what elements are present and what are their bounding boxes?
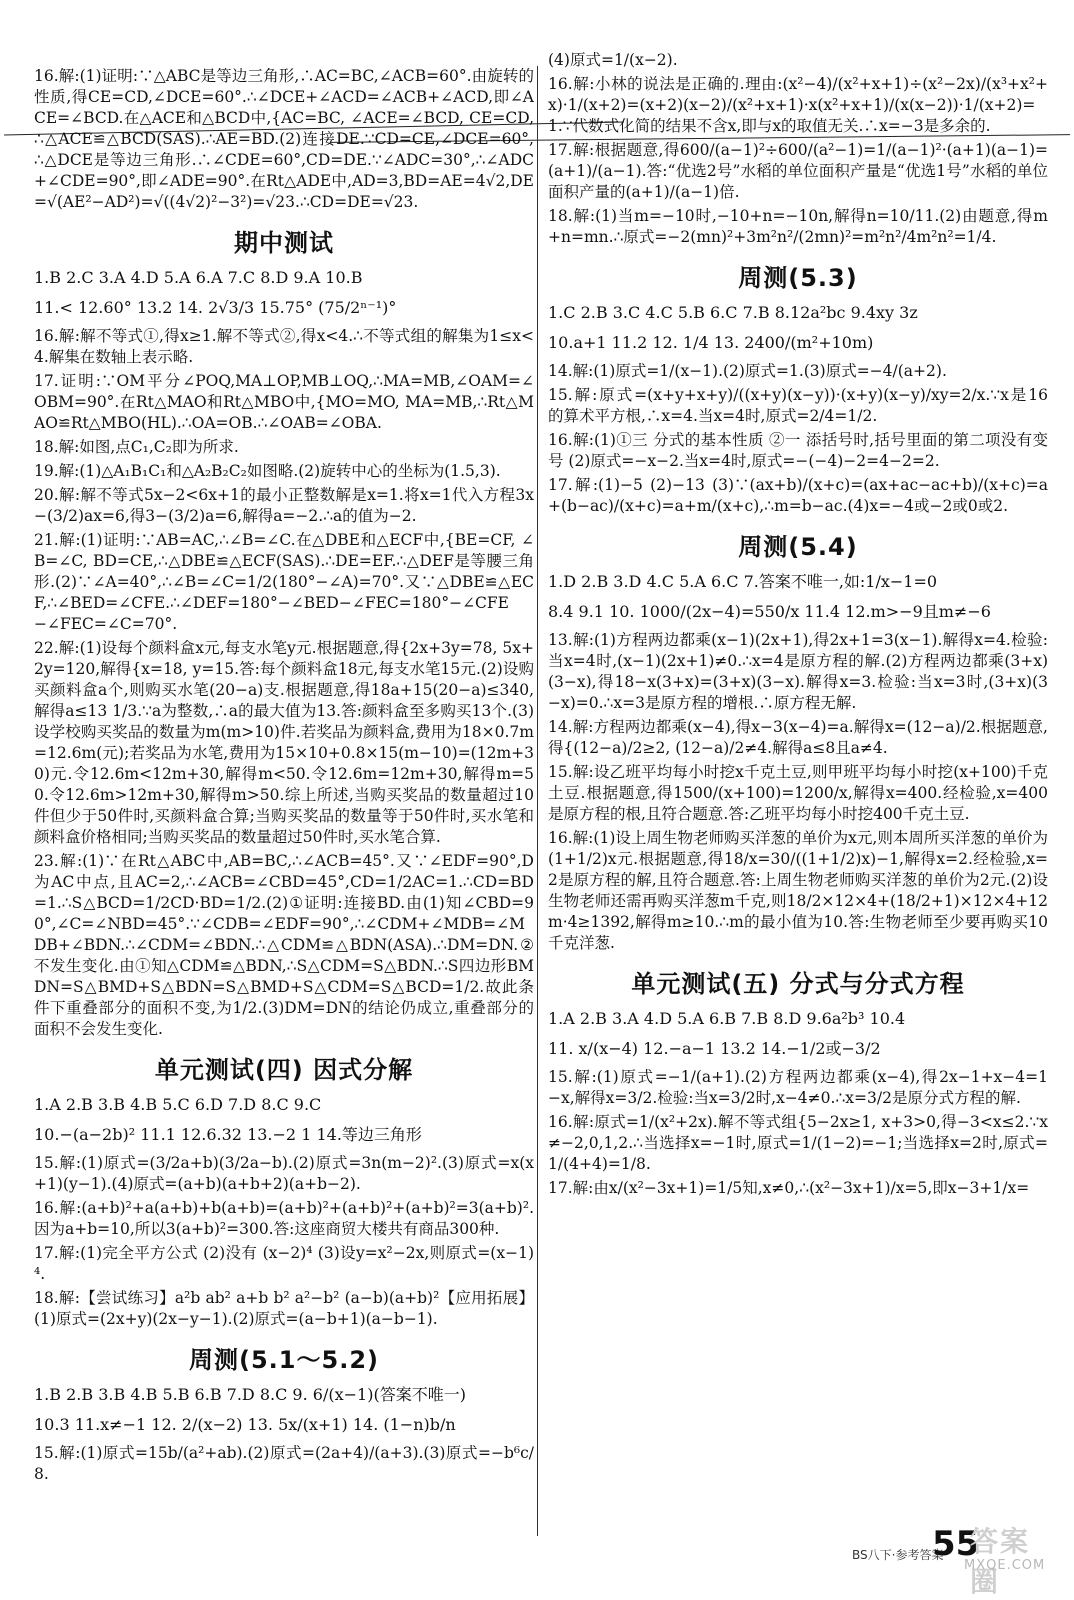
answer-13: 13.解:(1)方程两边都乘(x−1)(2x+1),得2x+1=3(x−1).解得x=4.检验:当x=4时,(x−1)(2x+1)≠0.∴x=4是原方程的解.(2)方程两边都乘(3+x)(3−x),得18−x(3+x)=(3+x)(3−x).解得x=3.检验:当x=3时,(3+x)(3−x)=0.∴x=3是原方程的增根.∴原方程无解.	[548, 631, 1048, 712]
answer-15-continued: (4)原式=1/(x−2).	[548, 51, 678, 69]
fill-answers-row: 10.−(a−2b)² 11.1 12.6.32 13.−2 1 14.等边三角形	[34, 1125, 422, 1144]
watermark-logo: 答案圈	[970, 1525, 1031, 1598]
section-heading-midterm: 期中测试	[234, 229, 334, 257]
fill-answers-row: 10.3 11.x≠−1 12. 2/(x−2) 13. 5x/(x+1) 14. (1−n)b/n	[34, 1415, 456, 1434]
left-column	[34, 66, 534, 1530]
answer-14: 14.解:(1)原式=1/(x−1).(2)原式=1.(3)原式=−4/(a+2).	[548, 362, 947, 380]
answer-15: 15.解:(1)原式=15b/(a²+ab).(2)原式=(2a+4)/(a+3).(3)原式=−b⁶c/8.	[34, 1444, 534, 1483]
answer-16: 16.解:解不等式①,得x≥1.解不等式②,得x<4.∴不等式组的解集为1≤x<4.解集在数轴上表示略.	[34, 327, 534, 366]
answer-16-rotation: 16.解:(1)证明:∵△ABC是等边三角形,∴AC=BC,∠ACB=60°.由旋转的性质,得CE=CD,∠DCE=60°.∴∠DCE+∠ACD=∠ACB+∠ACD,即∠ACE=∠BCD.在△ACE和△BCD中,{AC=BC, ∠ACE=∠BCD, CE=CD,∴△ACE≌△BCD(SAS).∴AE=BD.(2)连接DE.∵CD=CE,∠DCE=60°,∴△DCE是等边三角形.∴∠CDE=60°,CD=DE.∵∠ADC=30°,∴∠ADC+∠CDE=90°,即∠ADE=90°.在Rt△ADE中,AD=3,BD=AE=4√2,DE=√(AE²−AD²)=√((4√2)²−3²)=√23.∴CD=DE=√23.	[34, 67, 534, 211]
answer-17: 17.解:根据题意,得600/(a−1)²÷600/(a²−1)=1/(a−1)²·(a+1)(a−1)=(a+1)/(a−1).答:“优选2号”水稻的单位面积产量是“优选1号”水稻的单位面积产量的(a+1)/(a−1)倍.	[548, 141, 1048, 201]
answer-21: 21.解:(1)证明:∵AB=AC,∴∠B=∠C.在△DBE和△ECF中,{BE=CF, ∠B=∠C, BD=CE,∴△DBE≌△ECF(SAS).∴DE=EF.∴△DEF是等腰三角形.(2)∵∠A=40°,∴∠B=∠C=1/2(180°−∠A)=70°.又∵△DBE≌△ECF,∴∠BED=∠CFE.∴∠DEF=180°−∠BED−∠FEC=180°−∠CFE−∠FEC=∠C=70°.	[34, 531, 534, 633]
answer-15: 15.解:原式=(x+y+x+y)/((x+y)(x−y))·(x+y)(x−y)/xy=2/x.∵x是16的算术平方根,∴x=4.当x=4时,原式=2/4=1/2.	[548, 386, 1048, 425]
right-column	[548, 50, 1048, 1530]
answer-16: 16.解:(1)设上周生物老师购买洋葱的单价为x元,则本周所买洋葱的单价为(1+1/2)x元.根据题意,得18/x=30/((1+1/2)x)−1,解得x=2.经检验,x=2是原方程的解,且符合题意.答:上周生物老师购买洋葱的单价为2元.(2)设生物老师还需再购买洋葱m千克,则18/2×12×4+(18/2+1)×12×4+12m·4≥1392,解得m≥10.∴m的最小值为10.答:生物老师至少要再购买10千克洋葱.	[548, 829, 1048, 952]
choice-answers-row: 1.A 2.B 3.B 4.B 5.C 6.D 7.D 8.C 9.C	[34, 1095, 322, 1114]
answer-17: 17.解:(1)完全平方公式 (2)没有 (x−2)⁴ (3)设y=x²−2x,则原式=(x−1)⁴.	[34, 1244, 534, 1283]
answer-19: 19.解:(1)△A₁B₁C₁和△A₂B₂C₂如图略.(2)旋转中心的坐标为(1.5,3).	[34, 462, 501, 480]
section-heading-weekly-5-4: 周测(5.4)	[738, 533, 858, 561]
choice-answers-row: 1.B 2.B 3.B 4.B 5.B 6.B 7.D 8.C 9. 6/(x−1)(答案不唯一)	[34, 1385, 466, 1404]
section-heading-weekly-5-3: 周测(5.3)	[738, 264, 858, 292]
choice-answers-row: 1.C 2.B 3.C 4.C 5.B 6.C 7.B 8.12a²bc 9.4xy 3z	[548, 303, 918, 322]
column-divider	[537, 66, 538, 1536]
answer-16: 16.解:小林的说法是正确的.理由:(x²−4)/(x²+x+1)÷(x²−2x)/(x³+x²+x)·1/(x+2)=(x+2)(x−2)/(x²+x+1)·x(x²+x+1)/(x(x−2))·1/(x+2)=1.∵代数式化简的结果不含x,即与x的取值无关.∴x=−3是多余的.	[548, 75, 1048, 135]
answer-18: 18.解:(1)当m=−10时,−10+n=−10n,解得n=10/11.(2)由题意,得m+n=mn.∴原式=−2(mn)²+3m²n²/(2mn)²=m²n²/4m²n²=1/4.	[548, 207, 1048, 246]
fill-answers-row: 11. x/(x−4) 12.−a−1 13.2 14.−1/2或−3/2	[548, 1039, 881, 1058]
watermark-url: MXQE.COM	[964, 1558, 1046, 1573]
section-heading-weekly-5-1: 周测(5.1～5.2)	[189, 1346, 379, 1374]
answer-22: 22.解:(1)设每个颜料盒x元,每支水笔y元.根据题意,得{2x+3y=78, 5x+2y=120,解得{x=18, y=15.答:每个颜料盒18元,每支水笔15元.(2)设购买颜料盒a个,则购买水笔(20−a)支.根据题意,得18a+15(20−a)≤340,解得a≤13 1/3.∵a为整数,∴a的最大值为13.答:颜料盒至多购买13个.(3)设学校购买奖品的数量为m(m>10)件.若奖品为颜料盒,费用为18×0.7m=12.6m(元);若奖品为水笔,费用为15×10+0.8×15(m−10)=(12m+30)元.令12.6m<12m+30,解得m<50.令12.6m=12m+30,解得m=50.令12.6m>12m+30,解得m>50.综上所述,当购买奖品的数量超过10件但少于50件时,买颜料盒合算;当购买奖品的数量等于50件时,买水笔和颜料盒价格相同;当购买奖品的数量超过50件时,买水笔合算.	[34, 639, 534, 846]
answer-15: 15.解:(1)原式=(3/2a+b)(3/2a−b).(2)原式=3n(m−2)².(3)原式=x(x+1)(y−1).(4)原式=(a+b)(a+b+2)(a+b−2).	[34, 1154, 534, 1193]
answer-16: 16.解:(1)①三 分式的基本性质 ②一 添括号时,括号里面的第二项没有变号 (2)原式=−x−2.当x=4时,原式=−(−4)−2=4−2=2.	[548, 431, 1048, 470]
page-footer	[852, 1520, 1052, 1598]
answer-23: 23.解:(1)∵在Rt△ABC中,AB=BC,∴∠ACB=45°.又∵∠EDF=90°,D为AC中点,且AC=2,∴∠ACB=∠CBD=45°,CD=1/2AC=1.∴CD=BD=1.∴S△BCD=1/2CD·BD=1/2.(2)①证明:连接BD.由(1)知∠CBD=90°,∠C=∠NBD=45°.∵∠CDB=∠EDF=90°,∴∠CDM+∠MDB=∠MDB+∠BDN.∴∠CDM=∠BDN.∴△CDM≌△BDN(ASA).∴DM=DN.②不发生变化.由①知△CDM≌△BDN,∴S△CDM=S△BDN.∴S四边形BMDN=S△BMD+S△BDN=S△BMD+S△CDM=S△BCD=1/2.故此条件下重叠部分的面积不变,为1/2.(3)DM=DN的结论仍成立,重叠部分的面积不会发生变化.	[34, 852, 534, 1038]
answer-20: 20.解:解不等式5x−2<6x+1的最小正整数解是x=1.将x=1代入方程3x−(3/2)ax=6,得3−(3/2)a=6,解得a=−2.∴a的值为−2.	[34, 486, 534, 525]
choice-answers-row: 1.B 2.C 3.A 4.D 5.A 6.A 7.C 8.D 9.A 10.B	[34, 268, 363, 287]
answer-15: 15.解:(1)原式=−1/(a+1).(2)方程两边都乘(x−4),得2x−1+x−4=1−x,解得x=3/2.检验:当x=3/2时,x−4≠0.∴x=3/2是原分式方程的解.	[548, 1068, 1048, 1107]
section-heading-unit-4: 单元测试(四) 因式分解	[154, 1056, 414, 1084]
choice-answers-row: 1.D 2.B 3.D 4.C 5.A 6.C 7.答案不唯一,如:1/x−1=0	[548, 572, 938, 591]
answer-14: 14.解:方程两边都乘(x−4),得x−3(x−4)=a.解得x=(12−a)/2.根据题意,得{(12−a)/2≥2, (12−a)/2≠4.解得a≤8且a≠4.	[548, 718, 1048, 757]
answer-18: 18.解:如图,点C₁,C₂即为所求.	[34, 438, 239, 456]
answer-16: 16.解:(a+b)²+a(a+b)+b(a+b)=(a+b)²+(a+b)²+(a+b)²=3(a+b)².因为a+b=10,所以3(a+b)²=300.答:这座商贸大楼共有商品300种.	[34, 1199, 534, 1238]
fill-answers-row: 11.< 12.60° 13.2 14. 2√3/3 15.75° (75/2ⁿ⁻¹)°	[34, 298, 397, 317]
answer-17: 17.解:由x/(x²−3x+1)=1/5知,x≠0,∴(x²−3x+1)/x=5,即x−3+1/x=	[548, 1179, 1030, 1197]
fill-answers-row: 10.a+1 11.2 12. 1/4 13. 2400/(m²+10m)	[548, 333, 874, 352]
answer-17: 17.证明:∵OM平分∠POQ,MA⊥OP,MB⊥OQ,∴MA=MB,∠OAM=∠OBM=90°.在Rt△MAO和Rt△MBO中,{MO=MO, MA=MB,∴Rt△MAO≌Rt△MBO(HL).∴OA=OB.∴∠OAB=∠OBA.	[34, 372, 534, 432]
book-code: BS八下·参考答案	[852, 1548, 944, 1562]
page-number: 55	[932, 1524, 980, 1564]
fill-answers-row: 8.4 9.1 10. 1000/(2x−4)=550/x 11.4 12.m>−9且m≠−6	[548, 602, 991, 621]
answer-17: 17.解:(1)−5 (2)−13 (3)∵(ax+b)/(x+c)=(ax+ac−ac+b)/(x+c)=a+(b−ac)/(x+c)=a+m/(x+c),∴m=b−ac.(4)x=−4或−2或0或2.	[548, 476, 1048, 515]
answer-18: 18.解:【尝试练习】a²b ab² a+b b² a²−b² (a−b)(a+b)²【应用拓展】(1)原式=(2x+y)(2x−y−1).(2)原式=(a−b+1)(a−b−1).	[34, 1289, 534, 1328]
answer-16: 16.解:原式=1/(x²+2x).解不等式组{5−2x≥1, x+3>0,得−3<x≤2.∵x≠−2,0,1,2.∴当选择x=−1时,原式=1/(1−2)=−1;当选择x=2时,原式=1/(4+4)=1/8.	[548, 1113, 1048, 1173]
choice-answers-row: 1.A 2.B 3.A 4.D 5.A 6.B 7.B 8.D 9.6a²b³ 10.4	[548, 1009, 906, 1028]
section-heading-unit-5: 单元测试(五) 分式与分式方程	[631, 970, 965, 998]
answer-15: 15.解:设乙班平均每小时挖x千克土豆,则甲班平均每小时挖(x+100)千克土豆.根据题意,得1500/(x+100)=1200/x,解得x=400.经检验,x=400是原方程的根,且符合题意.答:乙班平均每小时挖400千克土豆.	[548, 763, 1048, 823]
